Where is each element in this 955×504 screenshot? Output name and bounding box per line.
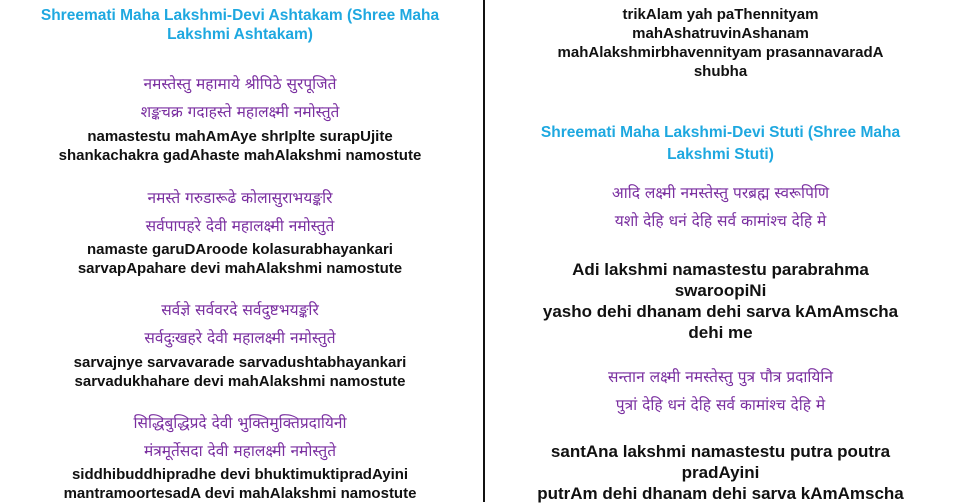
phala-line-4: shubha (693, 63, 748, 80)
verse-3-transliteration-line-2: sarvadukhahare devi mahAlakshmi namostute (74, 373, 406, 390)
verse-3-devanagari-line-2: सर्वदुःखहरे देवी महालक्ष्मी नमोस्तुते (144, 329, 336, 347)
verse-3-devanagari-line-1: सर्वज्ञे सर्ववरदे सर्वदुष्टभयङ्करि (161, 301, 319, 319)
verse-2-devanagari-line-1: नमस्ते गरुडारूढे कोलासुराभयङ्करि (147, 189, 333, 207)
stuti-verse-2-transliteration-line-2: pradAyini (681, 463, 760, 482)
phala-line-1: trikAlam yah paThennityam (622, 6, 819, 23)
verse-4-transliteration-line-2: mantramoortesadA devi mahAlakshmi namostute (63, 485, 417, 502)
stuti-verse-1-devanagari-line-2: यशो देहि धनं देहि सर्व कामांश्च देहि मे (614, 212, 827, 230)
verse-2-devanagari-line-2: सर्वपापहरे देवी महालक्ष्मी नमोस्तुते (145, 217, 335, 235)
stuti-verse-2-devanagari-line-1: सन्तान लक्ष्मी नमस्तेस्तु पुत्र पौत्र प्रदायिनि (607, 368, 834, 386)
verse-4-devanagari-line-1: सिद्धिबुद्धिप्रदे देवी भुक्तिमुक्तिप्रदायिनी (133, 414, 347, 432)
phala-line-2: mahAshatruvinAshanam (632, 25, 809, 42)
stuti-verse-2-devanagari-line-2: पुत्रां देहि धनं देहि सर्व कामांश्च देहि मे (615, 396, 826, 414)
stuti-verse-1-transliteration-line-3: yasho dehi dhanam dehi sarva kAmAmscha (542, 302, 899, 321)
stuti-verse-1-transliteration-line-1: Adi lakshmi namastestu parabrahma (572, 260, 869, 279)
stuti-verse-1-transliteration-line-4: dehi me (688, 323, 753, 342)
phala-line-3: mahAlakshmirbhavennityam prasannavaradA (557, 44, 884, 61)
verse-1-transliteration-line-2: shankachakra gadAhaste mahAlakshmi namostute (58, 147, 422, 164)
stuti-verse-2-transliteration-line-1: santAna lakshmi namastestu putra poutra (550, 442, 891, 461)
stuti-title: Shreemati Maha Lakshmi-Devi Stuti (Shree Maha Lakshmi Stuti) (540, 124, 901, 163)
stuti-verse-2-transliteration-line-3: putrAm dehi dhanam dehi sarva kAmAmscha (537, 484, 904, 503)
verse-1-devanagari-line-1: नमस्तेस्तु महामाये श्रीपिठे सुरपूजिते (143, 75, 337, 93)
verse-2-transliteration-line-1: namaste garuDAroode kolasurabhayankari (87, 241, 393, 258)
stuti-verse-1-devanagari-line-1: आदि लक्ष्मी नमस्तेस्तु परब्रह्म स्वरूपिणि (611, 184, 830, 202)
verse-2-transliteration-line-2: sarvapApahare devi mahAlakshmi namostute (77, 260, 403, 277)
verse-1-devanagari-line-2: शङ्कचक्र गदाहस्ते महालक्ष्मी नमोस्तुते (140, 103, 340, 121)
verse-3-transliteration-line-1: sarvajnye sarvavarade sarvadushtabhayankari (73, 354, 407, 371)
verse-1-transliteration-line-1: namastestu mahAmAye shrIplte surapUjite (87, 128, 393, 145)
verse-4-devanagari-line-2: मंत्रमूर्तेसदा देवी महालक्ष्मी नमोस्तुते (143, 442, 337, 460)
stuti-verse-1-transliteration-line-2: swaroopiNi (674, 281, 767, 300)
column-divider (483, 0, 485, 502)
verse-4-transliteration-line-1: siddhibuddhipradhe devi bhuktimuktipradAyini (71, 466, 409, 483)
ashtakam-title: Shreemati Maha Lakshmi-Devi Ashtakam (Shree Maha Lakshmi Ashtakam) (40, 7, 440, 43)
